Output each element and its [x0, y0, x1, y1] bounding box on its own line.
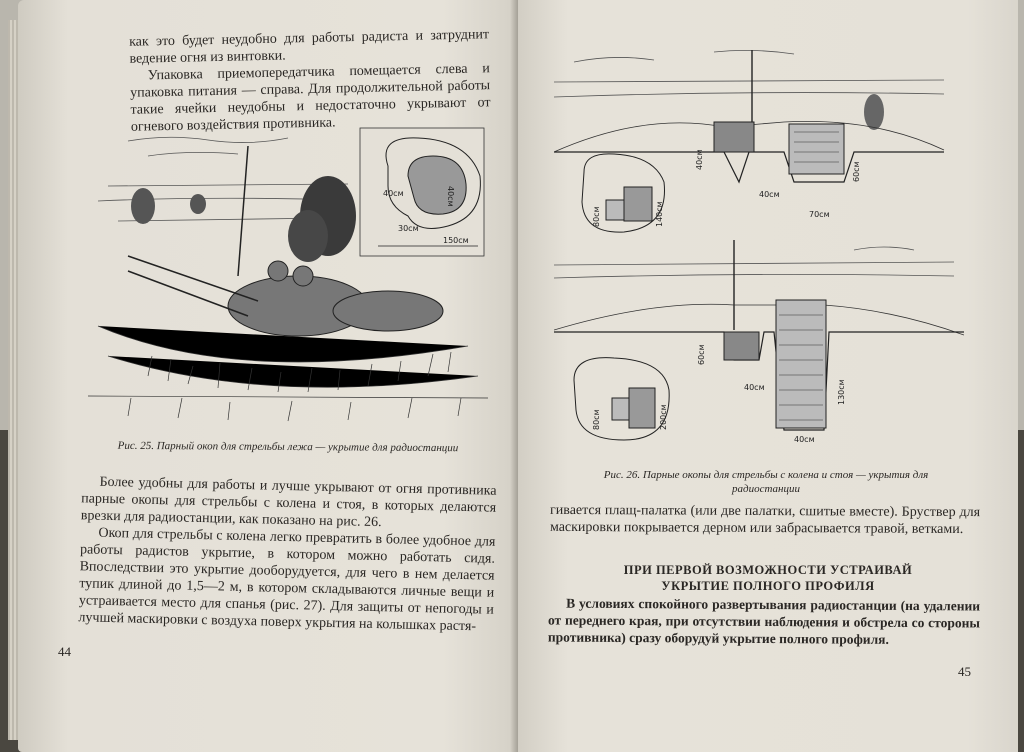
page-number-right: 45 [958, 664, 971, 679]
dimension-label: 200см [659, 404, 668, 430]
dimension-label: 40см [794, 435, 815, 444]
figure-26-bottom [554, 240, 964, 450]
right-body-text [550, 502, 980, 538]
dimension-label: 140см [655, 201, 664, 227]
paragraph: Более удобны для работы и лучше укрывают от огня противника парные окопы для стрельбы с колена и стоя, в которых делаются врезки для радиостанции, как показано на рис. 26. [80, 474, 497, 531]
left-body-text [78, 473, 496, 635]
figure-26-caption: Рис. 26. Парные окопы для стрельбы с колена и стоя — укрытия для радиостанции [603, 469, 929, 495]
dimension-label: 40см [446, 186, 455, 207]
dimension-label: 40см [759, 190, 780, 199]
dimension-label: 30см [398, 224, 419, 233]
figure-25-caption: Рис. 25. Парный окоп для стрельбы лежа — укрытие для радиостанции [117, 439, 459, 455]
figure-26-top [554, 42, 954, 242]
dimension-label: 40см [695, 149, 704, 170]
paragraph: гивается плащ-палатка (или две палатки, сшитые вместе). Бруствер для маскировки покрывается дерном или забрасывается травой, ветками. [549, 502, 981, 538]
section-heading: ПРИ ПЕРВОЙ ВОЗМОЖНОСТИ УСТРАИВАЙ УКРЫТИЕ ПОЛНОГО ПРОФИЛЯ [623, 563, 913, 593]
open-book [18, 0, 1018, 752]
dimension-label: 70см [809, 210, 830, 219]
paragraph: Окоп для стрельбы с колена легко превратить в более удобное для работы радистов укрытие, в котором можно работать сидя. Впоследствии это укрытие дооборудуется, для чего в нем делается тупик длиной до 1,5—2 м, в котором складываются личные вещи и устраивается место для спанья (рис. 27). Для защиты от непогоды и лучшей маскировки с воздуха поверх укрытия на колышках растя- [78, 525, 496, 635]
paragraph: Упаковка приемопередатчика помещается слева и упаковка питания — справа. Для продолжительной работы такие ячейки неудобны и недостаточно укрывают от огневого воздействия противника. [130, 61, 491, 135]
figure-25 [88, 126, 488, 431]
bold-paragraph: В условиях спокойного развертывания радиостанции (на удалении от переднего края, при отсутствии наблюдения и обстрела со стороны противника) сразу оборудуй укрытие полного профиля. [547, 595, 981, 647]
dimension-label: 130см [837, 379, 846, 405]
paragraph: как это будет неудобно для работы радиста и затруднит ведение огня из винтовки. [128, 27, 490, 67]
dimension-label: 40см [383, 189, 404, 198]
left-top-text [129, 26, 491, 136]
dimension-label: 40см [744, 383, 765, 392]
dimension-label: 80см [592, 206, 601, 227]
dimension-label: 150см [443, 236, 469, 245]
dimension-label: 60см [852, 161, 861, 182]
right-page [518, 0, 1018, 752]
page-number-left: 44 [58, 644, 71, 659]
left-page [18, 0, 518, 752]
dimension-label: 80см [592, 409, 601, 430]
dimension-label: 60см [697, 344, 706, 365]
